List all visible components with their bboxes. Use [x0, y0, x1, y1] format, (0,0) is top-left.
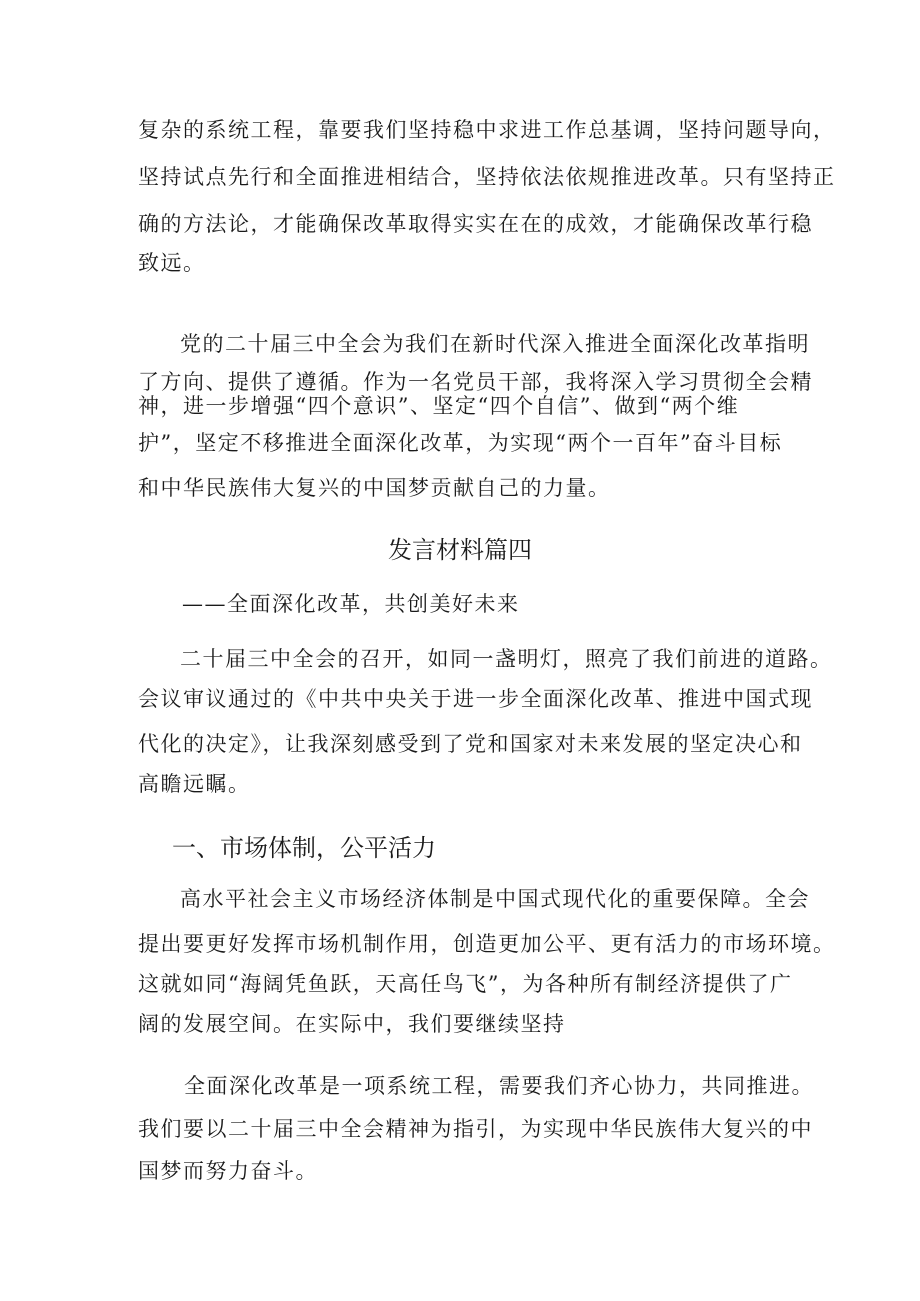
para3-line-2: 会议审议通过的《中共中央关于进一步全面深化改革、推进中国式现: [138, 687, 813, 711]
para4-line-1: 高水平社会主义市场经济体制是中国式现代化的重要保障。全会: [180, 887, 810, 911]
para2-line-5: 和中华民族伟大复兴的中国梦贡献自己的力量。: [138, 476, 611, 500]
para1-line-3: 确的方法论，才能确保改革取得实实在在的成效，才能确保改革行稳: [138, 212, 813, 236]
para3-line-3: 代化的决定》，让我深刻感受到了党和国家对未来发展的坚定决心和: [138, 732, 803, 756]
para5-line-1: 全面深化改革是一项系统工程，需要我们齐心协力，共同推进。: [184, 1074, 814, 1098]
para1-line-4: 致远。: [138, 251, 206, 275]
para1-line-2: 坚持试点先行和全面推进相结合，坚持依法依规推进改革。只有坚持正: [138, 165, 836, 189]
para2-line-3: 神，进一步增强“四个意识”、坚定“四个自信”、做到“两个维: [138, 394, 740, 418]
para3-line-1: 二十届三中全会的召开，如同一盏明灯，照亮了我们前进的道路。: [180, 647, 833, 671]
para3-line-4: 高瞻远瞩。: [138, 772, 251, 796]
section-heading-1: 一、市场体制，公平活力: [172, 834, 436, 862]
para1-line-1: 复杂的系统工程，靠要我们坚持稳中求进工作总基调，坚持问题导向，: [138, 118, 836, 142]
para4-line-3: 这就如同“海阔凭鱼跃，天高任鸟飞”，为各种所有制经济提供了广: [138, 972, 793, 996]
section-subtitle: ——全面深化改革，共创美好未来: [182, 592, 520, 616]
para4-line-2: 提出要更好发挥市场机制作用，创造更加公平、更有活力的市场环境。: [138, 932, 836, 956]
para2-line-1: 党的二十届三中全会为我们在新时代深入推进全面深化改革指明: [180, 332, 810, 356]
para5-line-3: 国梦而努力奋斗。: [138, 1159, 318, 1183]
para2-line-4: 护”，坚定不移推进全面深化改革，为实现“两个一百年”奋斗目标: [138, 431, 783, 455]
section-title: 发言材料篇四: [388, 536, 532, 564]
para5-line-2: 我们要以二十届三中全会精神为指引，为实现中华民族伟大复兴的中: [138, 1117, 813, 1141]
para2-line-2: 了方向、提供了遵循。作为一名党员干部，我将深入学习贯彻全会精: [138, 370, 813, 394]
para4-line-4: 阔的发展空间。在实际中，我们要继续坚持: [138, 1012, 566, 1036]
